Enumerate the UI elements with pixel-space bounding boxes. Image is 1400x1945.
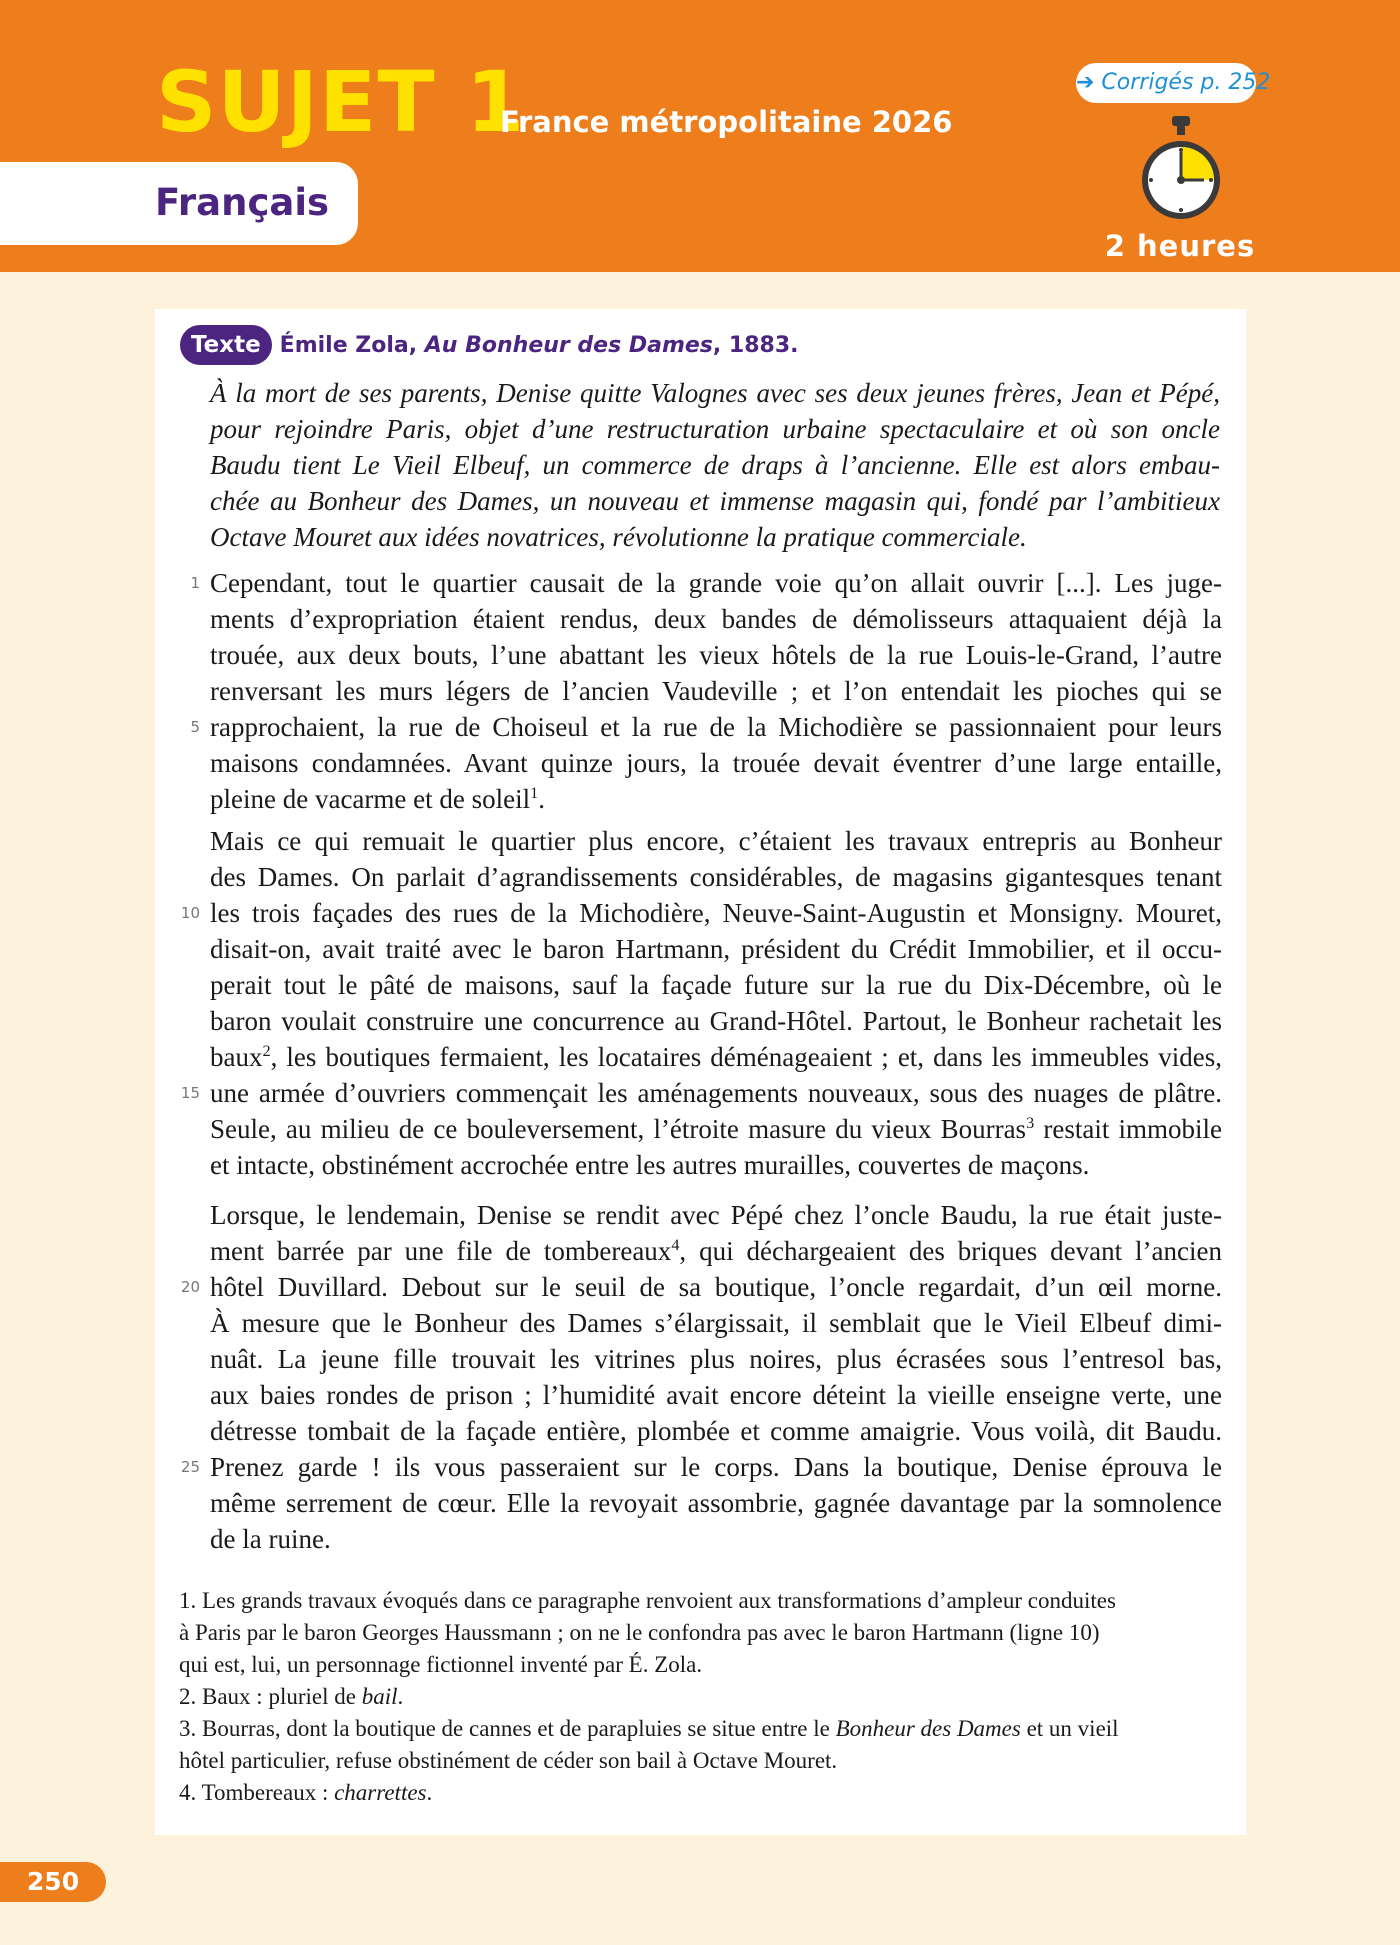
passage-line: rapprochaient, la rue de Choiseul et la rue de la Michodière se passionnaient pour leurs: [210, 712, 1222, 742]
footnote-text: .: [397, 1684, 404, 1709]
texte-badge: Texte: [180, 325, 272, 365]
page-number: 250: [0, 1862, 106, 1902]
source-year: , 1883.: [712, 332, 799, 358]
passage-line: baron voulait construire une concurrence au Grand-Hôtel. Partout, le Bonheur rachetait les: [210, 1006, 1222, 1036]
passage-paragraph-1: [190, 565, 1222, 817]
line-text: ment barrée par une file de tombereaux: [210, 1236, 672, 1266]
passage-line: Lorsque, le lendemain, Denise se rendit avec Pépé chez l’oncle Baudu, la rue était juste-: [210, 1200, 1222, 1230]
intro-line: pour rejoindre Paris, objet d’une restructuration urbaine spectaculaire et où son oncle: [210, 414, 1220, 444]
line-text: , qui déchargeaient des briques devant l’ancien: [679, 1236, 1222, 1266]
exam-duration: 2 heures: [1104, 229, 1256, 263]
footnote-ref: 3: [1026, 1114, 1035, 1132]
passage-line: ments d’expropriation étaient rendus, deux bandes de démolisseurs attaquaient déjà la: [210, 604, 1222, 634]
intro-line: À la mort de ses parents, Denise quitte Valognes avec ses deux jeunes frères, Jean et Pépé,: [210, 378, 1220, 408]
line-text: Seule, au milieu de ce bouleversement, l’étroite masure du vieux Bourras: [210, 1114, 1027, 1144]
intro-line: Baudu tient Le Vieil Elbeuf, un commerce de draps à l’ancienne. Elle est alors embau-: [210, 450, 1220, 480]
footnote-line: qui est, lui, un personnage fictionnel inventé par É. Zola.: [179, 1652, 703, 1677]
footnote-ref: 4: [671, 1236, 680, 1254]
intro-line: Octave Mouret aux idées novatrices, révolutionne la pratique commerciale.: [210, 522, 1027, 552]
passage-line: même serrement de cœur. Elle la revoyait assombrie, gagnée davantage par la somnolence: [210, 1488, 1222, 1518]
footnote-line: à Paris par le baron Georges Haussmann ; on ne le confondra pas avec le baron Hartmann (ligne 10): [179, 1620, 1100, 1645]
passage-line: Prenez garde ! ils vous passeraient sur le corps. Dans la boutique, Denise éprouva le: [210, 1452, 1222, 1482]
passage-line: À mesure que le Bonheur des Dames s’élargissait, il semblait que le Vieil Elbeuf dimi-: [210, 1308, 1222, 1338]
passage-paragraph-3: [180, 1197, 1222, 1557]
passage-line: aux baies rondes de prison ; l’humidité avait encore déteint la vieille enseigne verte, une: [210, 1380, 1222, 1410]
source-author: Émile Zola,: [279, 332, 418, 358]
footnote-line: [179, 1681, 1227, 1713]
footnote-ref: 1: [530, 784, 539, 802]
page-header: [0, 0, 1400, 272]
passage-line: des Dames. On parlait d’agrandissements considérables, de magasins gigantesques tenant: [210, 862, 1222, 892]
corriges-link[interactable]: ➔ Corrigés p. 252: [1076, 63, 1256, 103]
text-source: [180, 325, 799, 365]
footnote-text: 3. Bourras, dont la boutique de cannes et de parapluies se situe entre le: [179, 1716, 836, 1741]
source-title: Au Bonheur des Dames: [424, 332, 713, 358]
intro-paragraph: [210, 375, 1220, 555]
footnote-line: [179, 1777, 1227, 1809]
line-text: baux: [210, 1042, 263, 1072]
passage-line: une armée d’ouvriers commençait les aménagements nouveaux, sous des nuages de plâtre.: [210, 1078, 1222, 1108]
text-card: [155, 309, 1246, 1835]
passage-line: pleine de vacarme et de soleil$^1$.: [210, 784, 545, 814]
passage-line: détresse tombait de la façade entière, plombée et comme amaigrie. Vous voilà, dit Baudu.: [210, 1416, 1222, 1446]
passage-line: les trois façades des rues de la Michodière, Neuve-Saint-Augustin et Monsigny. Mouret,: [210, 898, 1222, 928]
line-text: pleine de vacarme et de soleil: [210, 784, 531, 814]
passage-line: et intacte, obstinément accrochée entre les autres murailles, couvertes de maçons.: [210, 1150, 1090, 1180]
line-number: 25: [180, 1458, 200, 1476]
passage-line: disait-on, avait traité avec le baron Hartmann, président du Crédit Immobilier, et il occu-: [210, 934, 1222, 964]
passage-line: [210, 1039, 1222, 1075]
footnote-line: [179, 1713, 1227, 1745]
exam-session: France métropolitaine 2026: [500, 105, 953, 139]
passage-line: Cependant, tout le quartier causait de la grande voie qu’on allait ouvrir [...]. Les juge-: [210, 568, 1222, 598]
footnote-text: .: [426, 1780, 433, 1805]
passage-line: [210, 1111, 1222, 1147]
footnotes: [179, 1585, 1227, 1809]
passage-paragraph-2: [180, 823, 1222, 1183]
footnote-line: 1. Les grands travaux évoqués dans ce paragraphe renvoient aux transformations d’ampleur conduites: [179, 1588, 1116, 1613]
footnote-line: hôtel particulier, refuse obstinément de céder son bail à Octave Mouret.: [179, 1748, 838, 1773]
passage-line: nuât. La jeune fille trouvait les vitrines plus noires, plus écrasées sous l’entresol bas,: [210, 1344, 1222, 1374]
footnote-term: bail: [361, 1684, 398, 1709]
sujet-title: SUJET 1: [156, 53, 526, 151]
subject-label: Français: [155, 181, 330, 224]
stopwatch-icon: [1138, 116, 1224, 226]
passage-line: renversant les murs légers de l’ancien Vaudeville ; et l’on entendait les pioches qui se: [210, 676, 1222, 706]
footnote-text: et un vieil: [1020, 1716, 1119, 1741]
passage-line: maisons condamnées. Avant quinze jours, la trouée devait éventrer d’une large entaille,: [210, 748, 1222, 778]
line-number: 1: [190, 574, 200, 592]
passage-line: [210, 1233, 1222, 1269]
passage-line: trouée, aux deux bouts, l’une abattant les vieux hôtels de la rue Louis-le-Grand, l’autre: [210, 640, 1222, 670]
footnote-term: charrettes: [334, 1780, 427, 1805]
passage-line: Mais ce qui remuait le quartier plus encore, c’étaient les travaux entrepris au Bonheur: [210, 826, 1222, 856]
line-text: restait immobile: [1034, 1114, 1222, 1144]
source-citation: [280, 333, 799, 358]
footnote-term: Bonheur des Dames: [835, 1716, 1021, 1741]
passage-line: perait tout le pâté de maisons, sauf la façade future sur la rue du Dix-Décembre, où le: [210, 970, 1222, 1000]
intro-line: chée au Bonheur des Dames, un nouveau et immense magasin qui, fondé par l’ambitieux: [210, 486, 1220, 516]
footnote-text: 4. Tombereaux :: [179, 1780, 335, 1805]
line-number: 20: [180, 1278, 200, 1296]
line-number: 5: [190, 718, 200, 736]
line-text: , les boutiques fermaient, les locataires déménageaient ; et, dans les immeubles vides,: [270, 1042, 1222, 1072]
line-number: 10: [180, 904, 200, 922]
line-number: 15: [180, 1084, 200, 1102]
subject-tab: [0, 162, 358, 245]
footnote-ref: 2: [262, 1042, 271, 1060]
footnote-text: 2. Baux : pluriel de: [179, 1684, 362, 1709]
passage-line: de la ruine.: [210, 1524, 331, 1554]
passage-line: hôtel Duvillard. Debout sur le seuil de sa boutique, l’oncle regardait, d’un œil morne.: [210, 1272, 1222, 1302]
